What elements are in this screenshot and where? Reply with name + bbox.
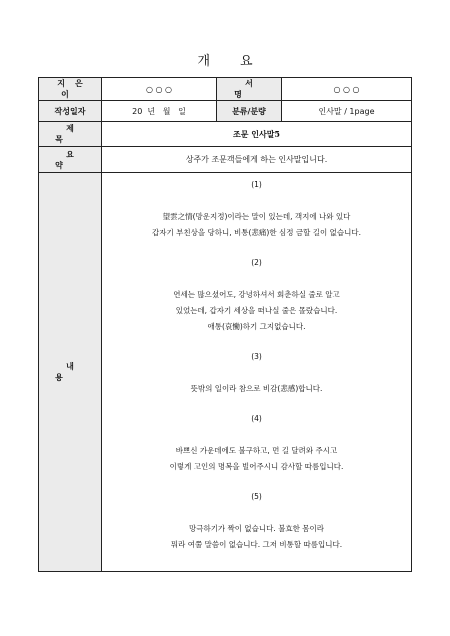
content-section-5 <box>102 489 411 553</box>
content-line: 이렇게 고인의 명복을 빌어주시니 감사할 따름입니다. <box>169 462 344 471</box>
summary-label: 요약 <box>39 147 102 173</box>
content-row <box>39 173 412 572</box>
date-row <box>39 101 412 122</box>
content-line: 애통(哀慟)하기 그지없습니다. <box>207 322 306 331</box>
date-label: 작성일자 <box>39 101 102 122</box>
section-number: (2) <box>251 258 262 267</box>
summary-row <box>39 147 412 173</box>
content-line: 뭐라 여쭐 말씀이 없습니다. 그저 비통할 따름입니다. <box>170 540 343 549</box>
section-number: (5) <box>251 492 262 501</box>
content-section-3 <box>102 349 411 397</box>
category-value: 인사말 / 1page <box>282 101 412 122</box>
content-label: 내용 <box>39 173 102 572</box>
content-line: 바쁘신 가운데에도 불구하고, 먼 길 달려와 주시고 <box>175 446 338 455</box>
content-line: 갑자기 부친상을 당하니, 비통(悲痛)한 심정 금할 길이 없습니다. <box>152 228 361 237</box>
date-value: 20 년 월 일 <box>102 101 217 122</box>
content-line: 연세는 많으셨어도, 강녕하셔서 회춘하실 줄로 알고 <box>173 290 340 299</box>
document-form-table <box>38 77 412 572</box>
subject-row <box>39 122 412 147</box>
content-section-4 <box>102 411 411 475</box>
author-label: 지은이 <box>39 78 102 101</box>
author-row <box>39 78 412 101</box>
content-section-1 <box>102 177 411 241</box>
subject-value: 조문 인사말5 <box>102 122 412 147</box>
content-line: 뜻밖의 일이라 참으로 비감(悲感)합니다. <box>190 384 323 393</box>
section-number: (4) <box>251 414 262 423</box>
document-title: 개요 <box>197 54 283 69</box>
signature-label: 서명 <box>217 78 282 101</box>
section-number: (1) <box>251 180 262 189</box>
category-label: 분류/분량 <box>217 101 282 122</box>
author-value: ○ ○ ○ <box>102 78 217 101</box>
subject-label: 제목 <box>39 122 102 147</box>
content-section-2 <box>102 255 411 335</box>
signature-value: ○ ○ ○ <box>282 78 412 101</box>
content-line: 望雲之情(망운지정)이라는 말이 있는데, 객지에 나와 있다 <box>162 212 351 221</box>
section-number: (3) <box>251 352 262 361</box>
content-body <box>102 173 412 572</box>
summary-value: 상주가 조문객들에게 하는 인사말입니다. <box>102 147 412 173</box>
content-line: 있었는데, 갑자기 세상을 떠나실 줄은 몰랐습니다. <box>175 306 338 315</box>
content-line: 망극하기가 짝이 없습니다. 불효한 몸이라 <box>188 524 325 533</box>
